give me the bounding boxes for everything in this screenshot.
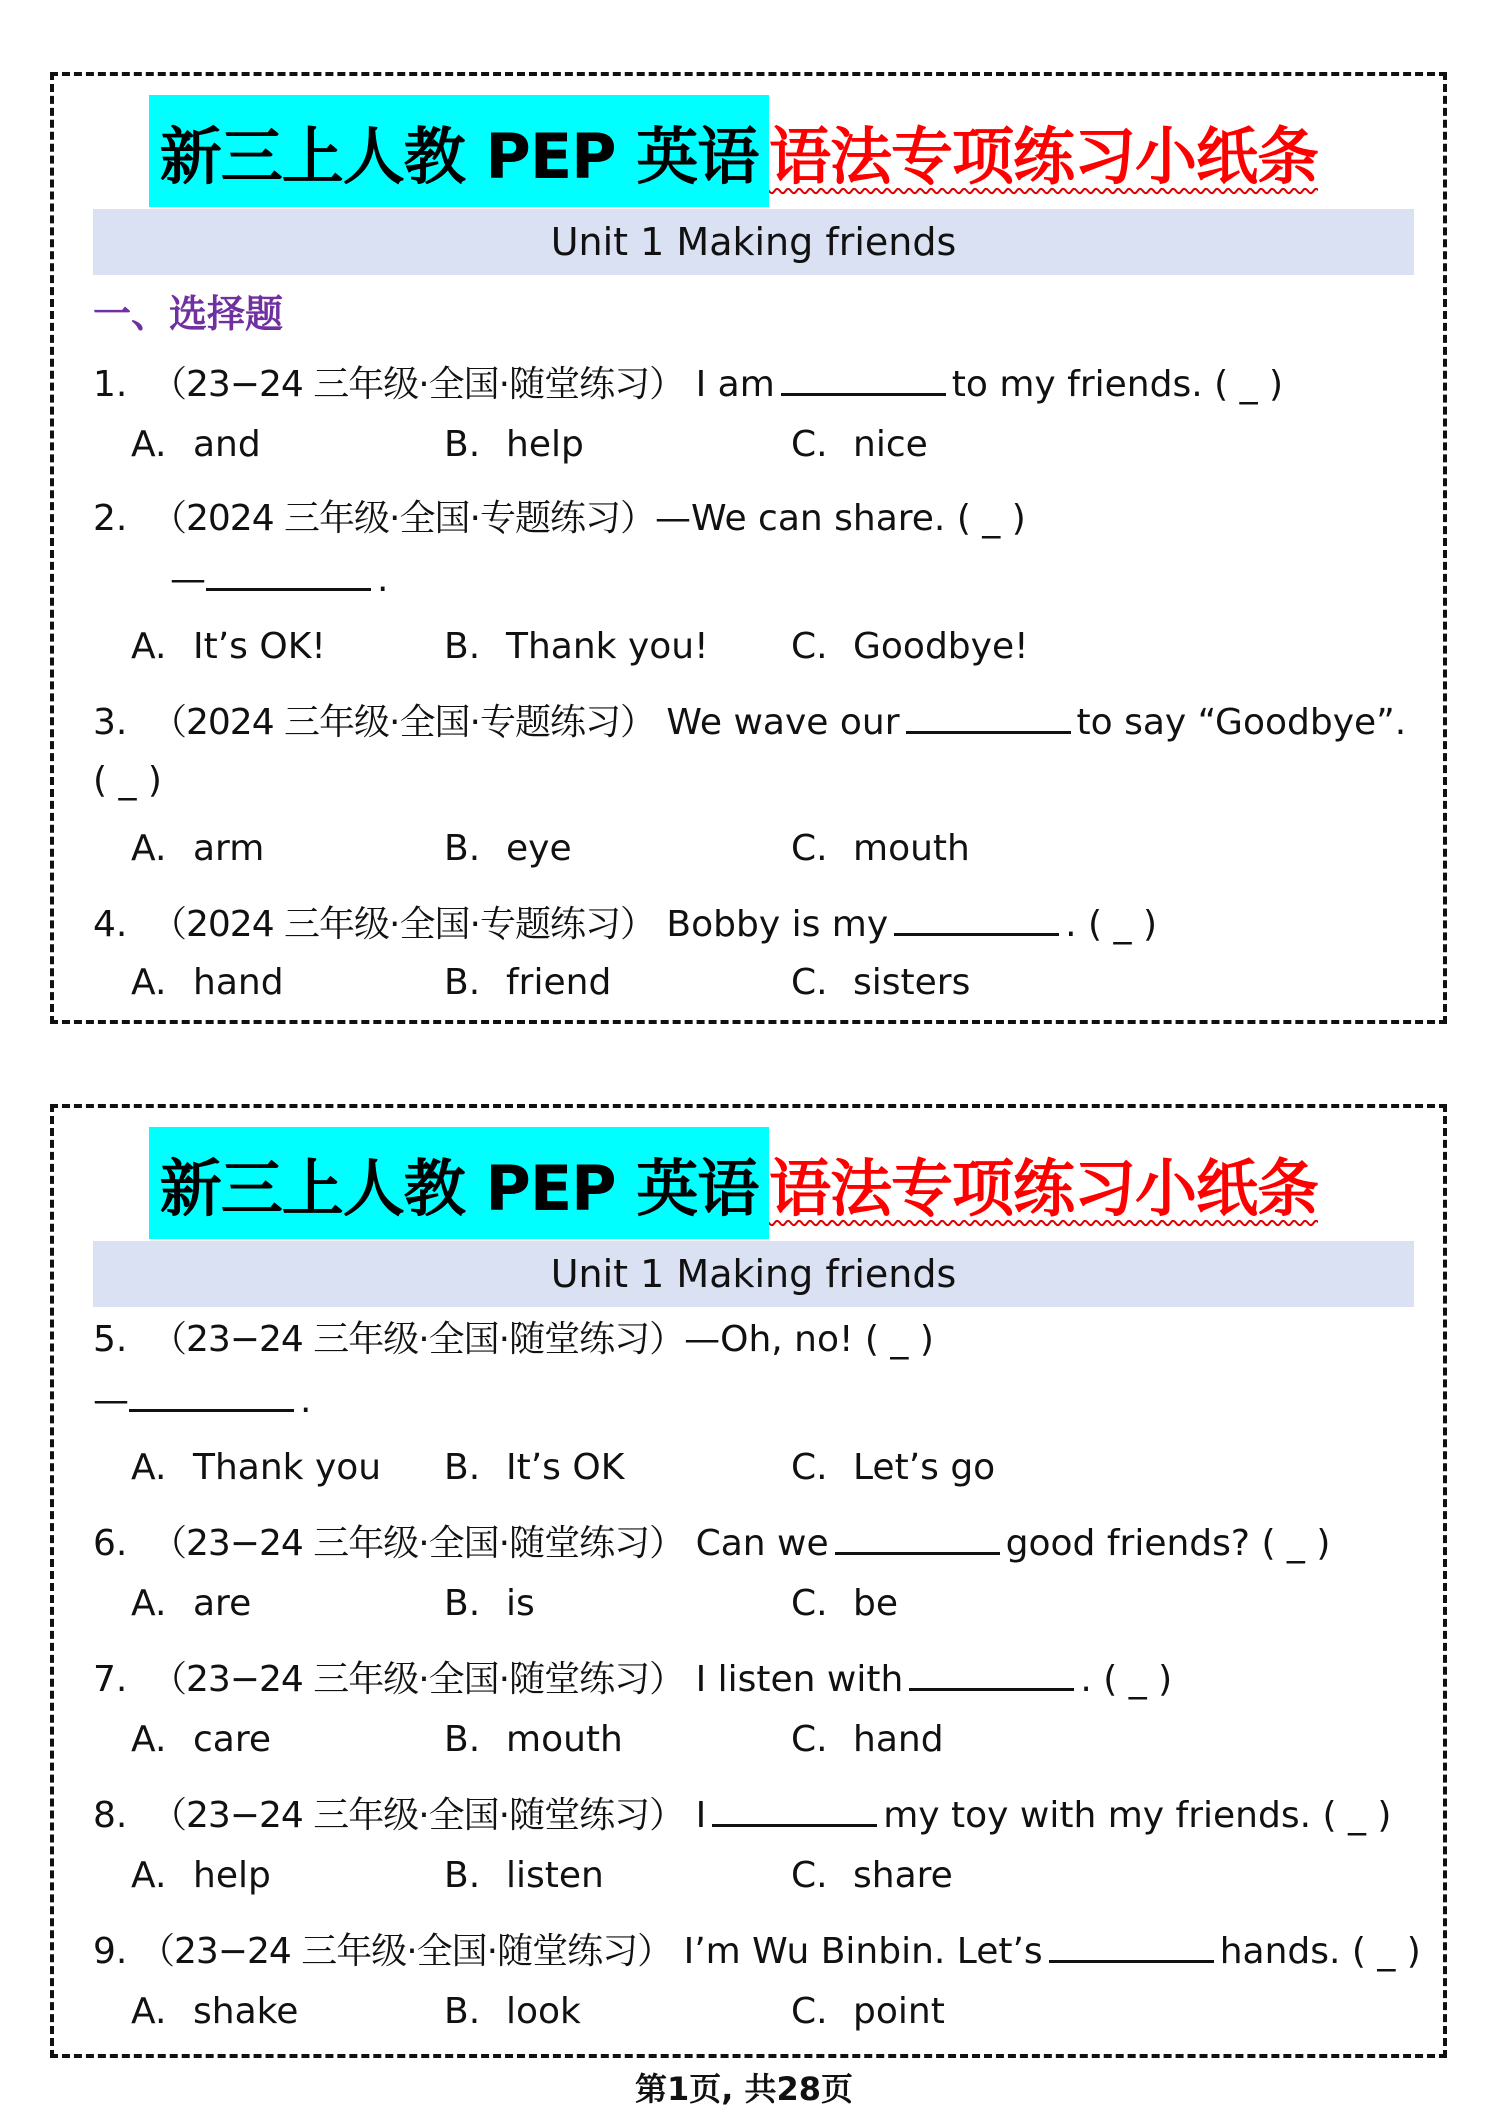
option-c[interactable]: C. sisters <box>791 962 971 1003</box>
question-5: 5. （23−24 三年级·全国·随堂练习）—Oh, no! ( _ ) <box>93 1319 934 1360</box>
option-b[interactable]: B. look <box>444 1991 581 2032</box>
option-a[interactable]: A. are <box>131 1583 252 1624</box>
answer-blank[interactable] <box>781 363 946 396</box>
option-c[interactable]: C. nice <box>791 424 928 465</box>
exercise-card-2 <box>50 1104 1447 2058</box>
option-c[interactable]: C. be <box>791 1583 898 1624</box>
title-red: 语法专项练习小纸条 <box>769 1151 1319 1225</box>
question-9: 9. （23−24 三年级·全国·随堂练习） I’m Wu Binbin. Let’s hands. ( _ ) <box>93 1931 1421 1972</box>
option-b[interactable]: B. Thank you! <box>444 626 709 667</box>
question-1: 1. （23−24 三年级·全国·随堂练习） I am to my friends. ( _ ) <box>93 364 1284 405</box>
question-5-response: — . <box>93 1380 312 1421</box>
answer-blank[interactable] <box>894 903 1059 936</box>
option-a[interactable]: A. care <box>131 1719 272 1760</box>
title-highlighted: 新三上人教 PEP 英语 <box>149 1127 769 1239</box>
answer-blank[interactable] <box>712 1794 877 1827</box>
option-b[interactable]: B. is <box>444 1583 535 1624</box>
question-2: 2. （2024 三年级·全国·专题练习）—We can share. ( _ ) <box>93 498 1026 539</box>
card-title <box>149 1127 1318 1239</box>
answer-blank[interactable] <box>835 1522 1000 1555</box>
option-b[interactable]: B. It’s OK <box>444 1447 625 1488</box>
question-6: 6. （23−24 三年级·全国·随堂练习） Can we good friends? ( _ ) <box>93 1523 1331 1564</box>
answer-blank[interactable] <box>1049 1930 1214 1963</box>
option-b[interactable]: B. eye <box>444 828 572 869</box>
question-2-response: — . <box>170 559 389 600</box>
card-title <box>149 95 1318 207</box>
title-red: 语法专项练习小纸条 <box>769 119 1319 193</box>
answer-blank[interactable] <box>906 701 1071 734</box>
option-c[interactable]: C. share <box>791 1855 953 1896</box>
answer-blank[interactable] <box>129 1379 294 1412</box>
unit-subtitle: Unit 1 Making friends <box>93 209 1414 275</box>
option-b[interactable]: B. mouth <box>444 1719 623 1760</box>
page-number: 第1页, 共28页 <box>634 2070 854 2108</box>
exercise-card-1 <box>50 72 1447 1024</box>
option-c[interactable]: C. Goodbye! <box>791 626 1029 667</box>
option-c[interactable]: C. hand <box>791 1719 944 1760</box>
section-heading: 一、选择题 <box>93 292 284 336</box>
option-b[interactable]: B. friend <box>444 962 612 1003</box>
question-3: 3. （2024 三年级·全国·专题练习） We wave our to say “Goodbye”. <box>93 702 1407 743</box>
question-7: 7. （23−24 三年级·全国·随堂练习） I listen with . ( _ ) <box>93 1659 1173 1700</box>
option-c[interactable]: C. point <box>791 1991 945 2032</box>
option-a[interactable]: A. hand <box>131 962 284 1003</box>
option-c[interactable]: C. mouth <box>791 828 970 869</box>
option-a[interactable]: A. Thank you <box>131 1447 382 1488</box>
option-a[interactable]: A. and <box>131 424 261 465</box>
option-b[interactable]: B. listen <box>444 1855 604 1896</box>
title-highlighted: 新三上人教 PEP 英语 <box>149 95 769 207</box>
unit-subtitle: Unit 1 Making friends <box>93 1241 1414 1307</box>
answer-blank[interactable] <box>206 558 371 591</box>
question-3-answer-paren: ( _ ) <box>93 760 162 801</box>
question-4: 4. （2024 三年级·全国·专题练习） Bobby is my . ( _ ) <box>93 904 1158 945</box>
option-c[interactable]: C. Let’s go <box>791 1447 996 1488</box>
option-a[interactable]: A. It’s OK! <box>131 626 326 667</box>
answer-blank[interactable] <box>909 1658 1074 1691</box>
option-b[interactable]: B. help <box>444 424 584 465</box>
option-a[interactable]: A. help <box>131 1855 271 1896</box>
option-a[interactable]: A. arm <box>131 828 265 869</box>
option-a[interactable]: A. shake <box>131 1991 299 2032</box>
question-8: 8. （23−24 三年级·全国·随堂练习） I my toy with my friends. ( _ ) <box>93 1795 1392 1836</box>
